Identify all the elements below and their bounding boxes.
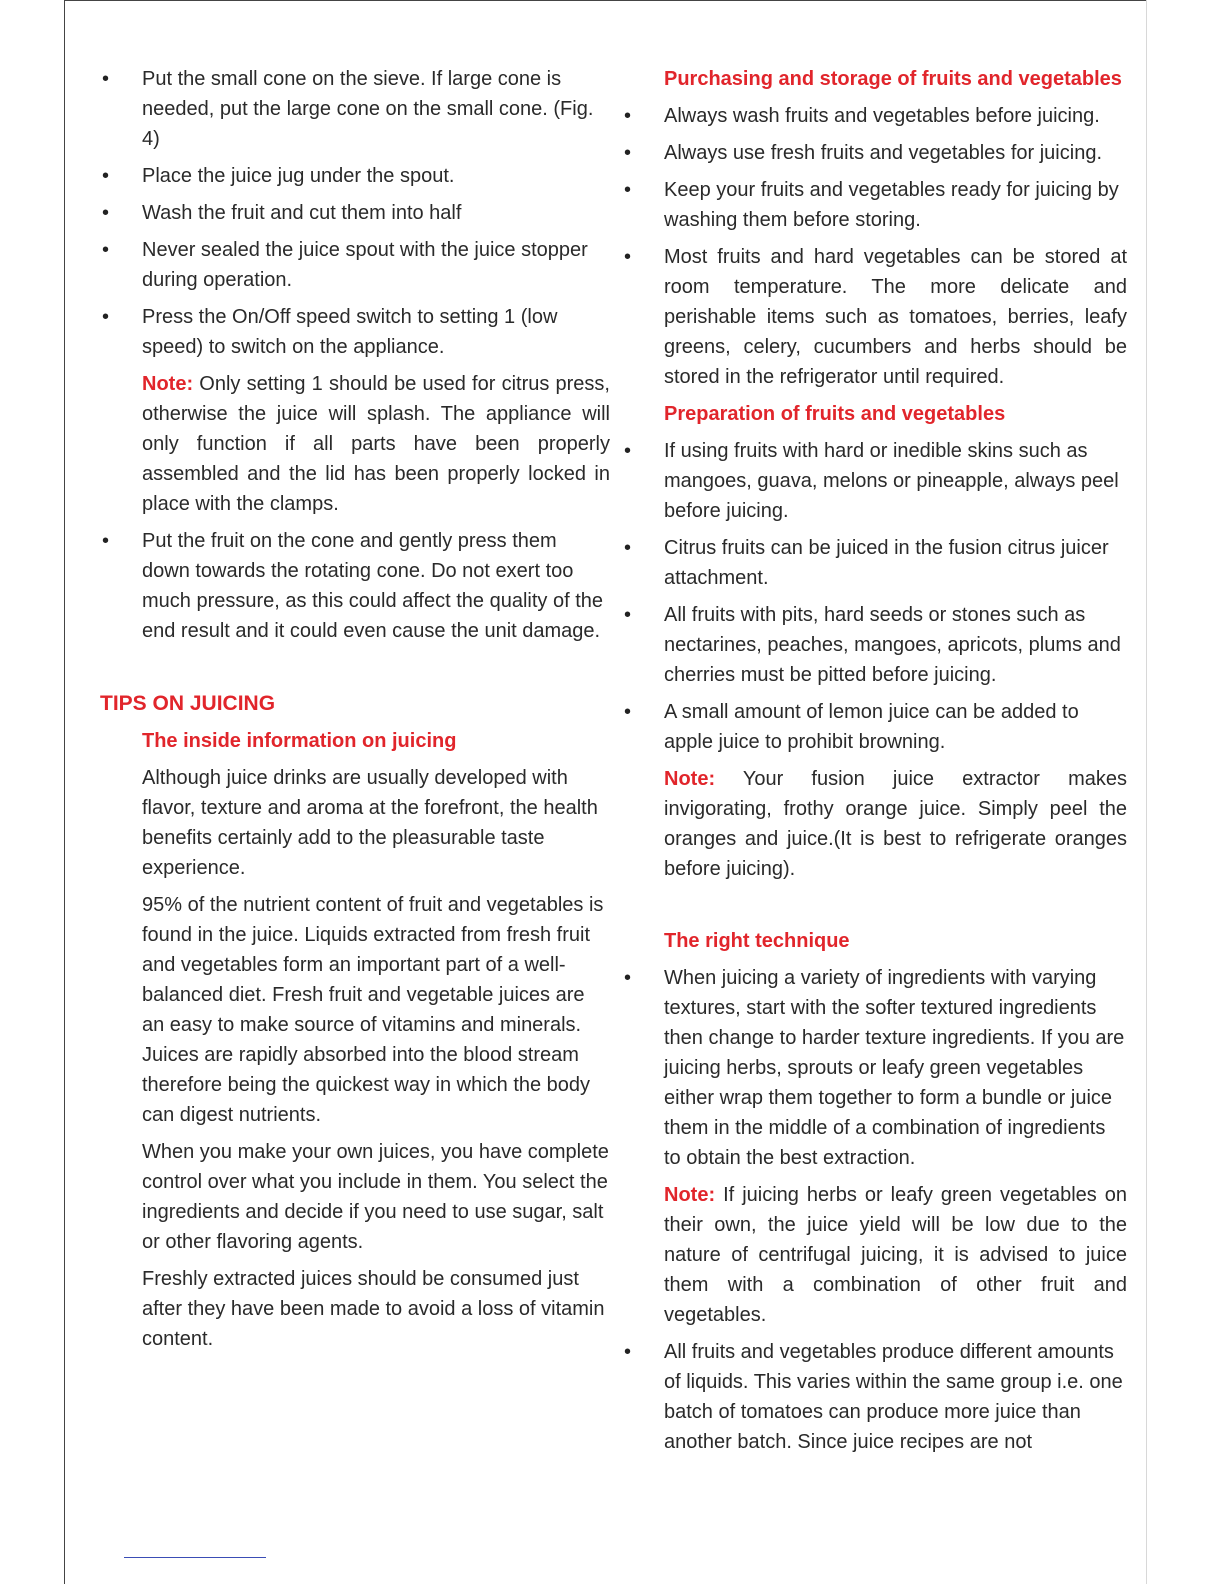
paragraph: Although juice drinks are usually developed with flavor, texture and aroma at the forefront, the health benefits certainly add to the pleasurable taste experience. <box>142 767 598 879</box>
step-item: • Press the On/Off speed switch to setting 1 (low speed) to switch on the appliance. <box>100 302 610 362</box>
preparation-item: • A small amount of lemon juice can be added to apple juice to prohibit browning. <box>622 697 1127 757</box>
left-column <box>100 64 610 1361</box>
preparation-item: • If using fruits with hard or inedible skins such as mangoes, guava, melons or pineapple, always peel before juicing. <box>622 436 1127 526</box>
preparation-item: • All fruits with pits, hard seeds or stones such as nectarines, peaches, mangoes, apricots, plums and cherries must be pitted before juicing. <box>622 600 1127 690</box>
step-item: • Place the juice jug under the spout. <box>100 161 610 191</box>
note-text: If juicing herbs or leafy green vegetables on their own, the juice yield will be low due to the nature of centrifugal juicing, it is advised to juice them with a combination of other fruit and vegetables. <box>664 1184 1127 1326</box>
note-label: Note: <box>664 1184 716 1206</box>
page-border-top <box>64 0 1147 1</box>
purchasing-item: • Most fruits and hard vegetables can be stored at room temperature. The more delicate and perishable items such as tomatoes, berries, leafy greens, celery, cucumbers and herbs should be stored in the refrigerator until required. <box>622 242 1127 392</box>
step-item: • Never sealed the juice spout with the juice stopper during operation. <box>100 235 610 295</box>
technique-heading: The right technique <box>664 930 850 952</box>
step-item: • Put the small cone on the sieve. If large cone is needed, put the large cone on the small cone. (Fig. 4) <box>100 64 610 154</box>
purchasing-item: • Always wash fruits and vegetables before juicing. <box>622 101 1127 131</box>
purchasing-heading: Purchasing and storage of fruits and vegetables <box>664 68 1122 90</box>
note-text: Your fusion juice extractor makes invigorating, frothy orange juice. Simply peel the oranges and juice.(It is best to refrigerate oranges before juicing). <box>664 768 1127 880</box>
orange-note <box>622 764 1127 884</box>
footer-rule <box>124 1557 266 1558</box>
purchasing-item: • Keep your fruits and vegetables ready for juicing by washing them before storing. <box>622 175 1127 235</box>
step-item: • Put the fruit on the cone and gently press them down towards the rotating cone. Do not exert too much pressure, as this could affect the quality of the end result and it could even cause the unit damage. <box>100 526 610 646</box>
preparation-item: • Citrus fruits can be juiced in the fusion citrus juicer attachment. <box>622 533 1127 593</box>
right-column <box>622 64 1127 1464</box>
note-label: Note: <box>142 373 194 395</box>
note-text: Only setting 1 should be used for citrus press, otherwise the juice will splash. The appliance will only function if all parts have been properly assembled and the lid has been properly locked in place with the clamps. <box>142 373 610 515</box>
note-label: Note: <box>664 768 716 790</box>
paragraph: When you make your own juices, you have complete control over what you include in them. You select the ingredients and decide if you need to use sugar, salt or other flavoring agents. <box>142 1141 609 1253</box>
paragraph: Freshly extracted juices should be consumed just after they have been made to avoid a loss of vitamin content. <box>142 1268 605 1350</box>
preparation-heading: Preparation of fruits and vegetables <box>664 403 1006 425</box>
technique-item: • When juicing a variety of ingredients with varying textures, start with the softer textured ingredients then change to harder texture ingredients. If you are juicing herbs, sprouts or leafy green vegetables either wrap them together to form a bundle or juice them in the middle of a combination of ingredients to obtain the best extraction. <box>622 963 1127 1173</box>
technique-item: • All fruits and vegetables produce different amounts of liquids. This varies within the same group i.e. one batch of tomatoes can produce more juice than another batch. Since juice recipes are not <box>622 1337 1127 1457</box>
inside-info-heading: The inside information on juicing <box>142 730 457 752</box>
page-border-left <box>64 0 65 1584</box>
herbs-note <box>622 1180 1127 1330</box>
tips-heading: TIPS ON JUICING <box>100 692 276 715</box>
purchasing-item: • Always use fresh fruits and vegetables for juicing. <box>622 138 1127 168</box>
step-item: • Wash the fruit and cut them into half <box>100 198 610 228</box>
citrus-note <box>100 369 610 519</box>
paragraph: 95% of the nutrient content of fruit and vegetables is found in the juice. Liquids extracted from fresh fruit and vegetables form an important part of a well-balanced diet. Fresh fruit and vegetable juices are an easy to make source of vitamins and minerals. Juices are rapidly absorbed into the blood stream therefore being the quickest way in which the body can digest nutrients. <box>142 894 604 1126</box>
page-border-right <box>1146 0 1147 1584</box>
